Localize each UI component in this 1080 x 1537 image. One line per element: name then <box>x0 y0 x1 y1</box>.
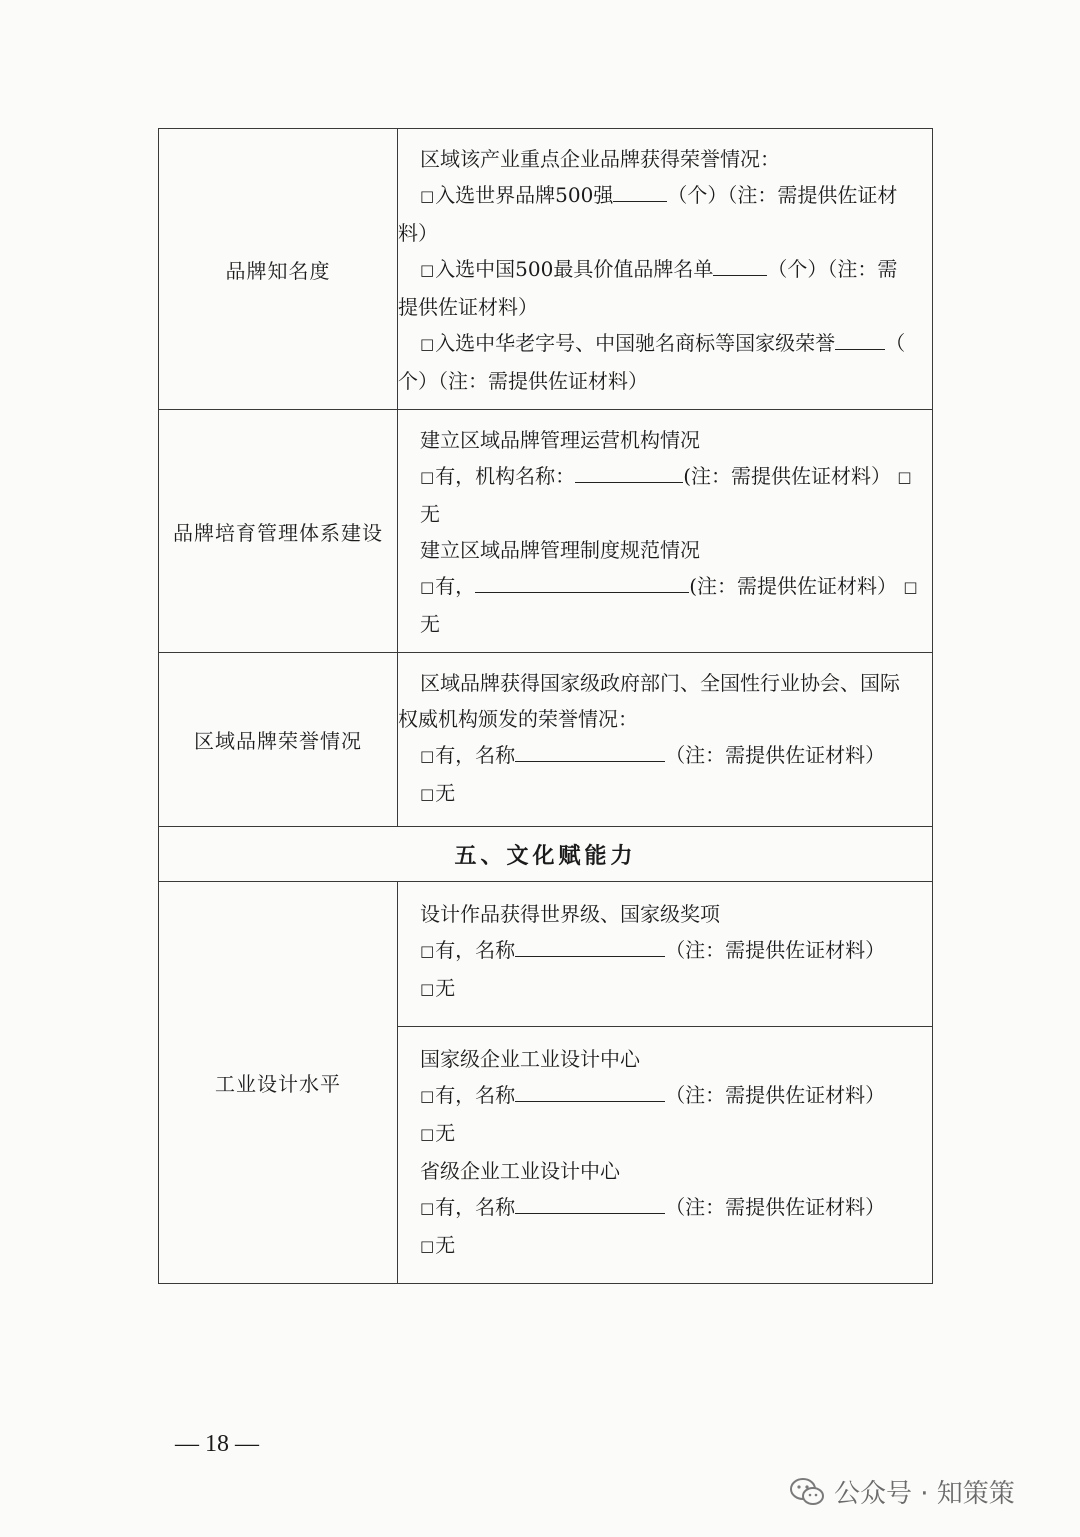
page-number: — 18 — <box>175 1431 259 1457</box>
wrap-text: 提供佐证材料） <box>398 295 538 319</box>
fill-blank[interactable] <box>475 570 689 593</box>
row-brand-awareness <box>159 129 933 410</box>
option-has-agency: □有，机构名称： (注：需提供佐证材料） □ <box>398 458 928 496</box>
checkbox[interactable]: □ <box>420 187 435 205</box>
option-none: □无 <box>420 1233 456 1257</box>
option-none: □无 <box>420 1121 456 1145</box>
row-industrial-design <box>159 882 933 1284</box>
fill-blank[interactable] <box>515 1079 665 1102</box>
wrap-text: 个）（注：需提供佐证材料） <box>398 369 648 393</box>
design-award-block <box>398 882 932 1026</box>
content-brand-management <box>398 410 933 653</box>
intro-text: 区域该产业重点企业品牌获得荣誉情况： <box>420 147 780 171</box>
watermark <box>790 1473 1015 1510</box>
content-brand-honor <box>398 653 933 827</box>
section-title: 设计作品获得世界级、国家级奖项 <box>420 902 720 926</box>
checkbox[interactable]: □ <box>420 1087 435 1105</box>
section-title: 省级企业工业设计中心 <box>420 1159 620 1183</box>
section-title: 建立区域品牌管理制度规范情况 <box>420 538 700 562</box>
row-brand-management <box>159 410 933 653</box>
fill-blank[interactable] <box>613 179 667 202</box>
label-brand-awareness: 品牌知名度 <box>159 129 398 410</box>
checkbox[interactable]: □ <box>420 261 435 279</box>
option-none: □无 <box>420 976 456 1000</box>
wechat-icon <box>790 1477 824 1507</box>
checkbox[interactable]: □ <box>420 785 435 803</box>
label-brand-management: 品牌培育管理体系建设 <box>159 410 398 653</box>
checkbox[interactable]: □ <box>897 468 912 486</box>
content-brand-awareness <box>398 129 933 410</box>
option-none: □无 <box>420 781 456 805</box>
option-has-name: □有，名称 （注：需提供佐证材料） <box>398 932 932 970</box>
fill-blank[interactable] <box>515 1191 665 1214</box>
section-title: 国家级企业工业设计中心 <box>420 1047 640 1071</box>
checkbox[interactable]: □ <box>420 1199 435 1217</box>
checkbox[interactable]: □ <box>903 578 918 596</box>
label-brand-honor: 区域品牌荣誉情况 <box>159 653 398 827</box>
option-has-name: □有，名称 （注：需提供佐证材料） <box>398 1189 932 1227</box>
option-has-name: □有，名称 （注：需提供佐证材料） <box>398 1077 932 1115</box>
option-none: 无 <box>420 502 440 526</box>
fill-blank[interactable] <box>713 253 767 276</box>
checkbox[interactable]: □ <box>420 468 435 486</box>
watermark-text: 公众号 · 知策策 <box>834 1479 1015 1509</box>
checkbox[interactable]: □ <box>420 747 435 765</box>
wrap-text: 权威机构颁发的荣誉情况： <box>398 707 638 731</box>
option-world-500: □入选世界品牌500强 （个）（注：需提供佐证材 <box>398 177 928 215</box>
intro-text: 区域品牌获得国家级政府部门、全国性行业协会、国际 <box>420 671 900 695</box>
row-section-5 <box>159 827 933 882</box>
row-brand-honor <box>159 653 933 827</box>
option-has-name: □有，名称 （注：需提供佐证材料） <box>398 737 928 775</box>
option-national-honor: □入选中华老字号、中国驰名商标等国家级荣誉 （ <box>398 325 928 363</box>
fill-blank[interactable] <box>575 460 683 483</box>
checkbox[interactable]: □ <box>420 1125 435 1143</box>
wrap-text: 料） <box>398 221 438 245</box>
option-has-policy: □有， (注：需提供佐证材料） □ <box>398 568 928 606</box>
section-5-title: 五、文化赋能力 <box>159 827 933 882</box>
checkbox[interactable]: □ <box>420 942 435 960</box>
evaluation-form-table <box>158 128 933 1284</box>
fill-blank[interactable] <box>515 934 665 957</box>
checkbox[interactable]: □ <box>420 980 435 998</box>
fill-blank[interactable] <box>515 739 665 762</box>
checkbox[interactable]: □ <box>420 578 435 596</box>
design-center-block <box>398 1026 932 1277</box>
content-industrial-design <box>398 882 933 1284</box>
option-china-500: □入选中国500最具价值品牌名单 （个）（注：需 <box>398 251 928 289</box>
checkbox[interactable]: □ <box>420 1237 435 1255</box>
checkbox[interactable]: □ <box>420 335 435 353</box>
option-none: 无 <box>420 612 440 636</box>
section-title: 建立区域品牌管理运营机构情况 <box>420 428 700 452</box>
label-industrial-design: 工业设计水平 <box>159 882 398 1284</box>
fill-blank[interactable] <box>835 327 885 350</box>
